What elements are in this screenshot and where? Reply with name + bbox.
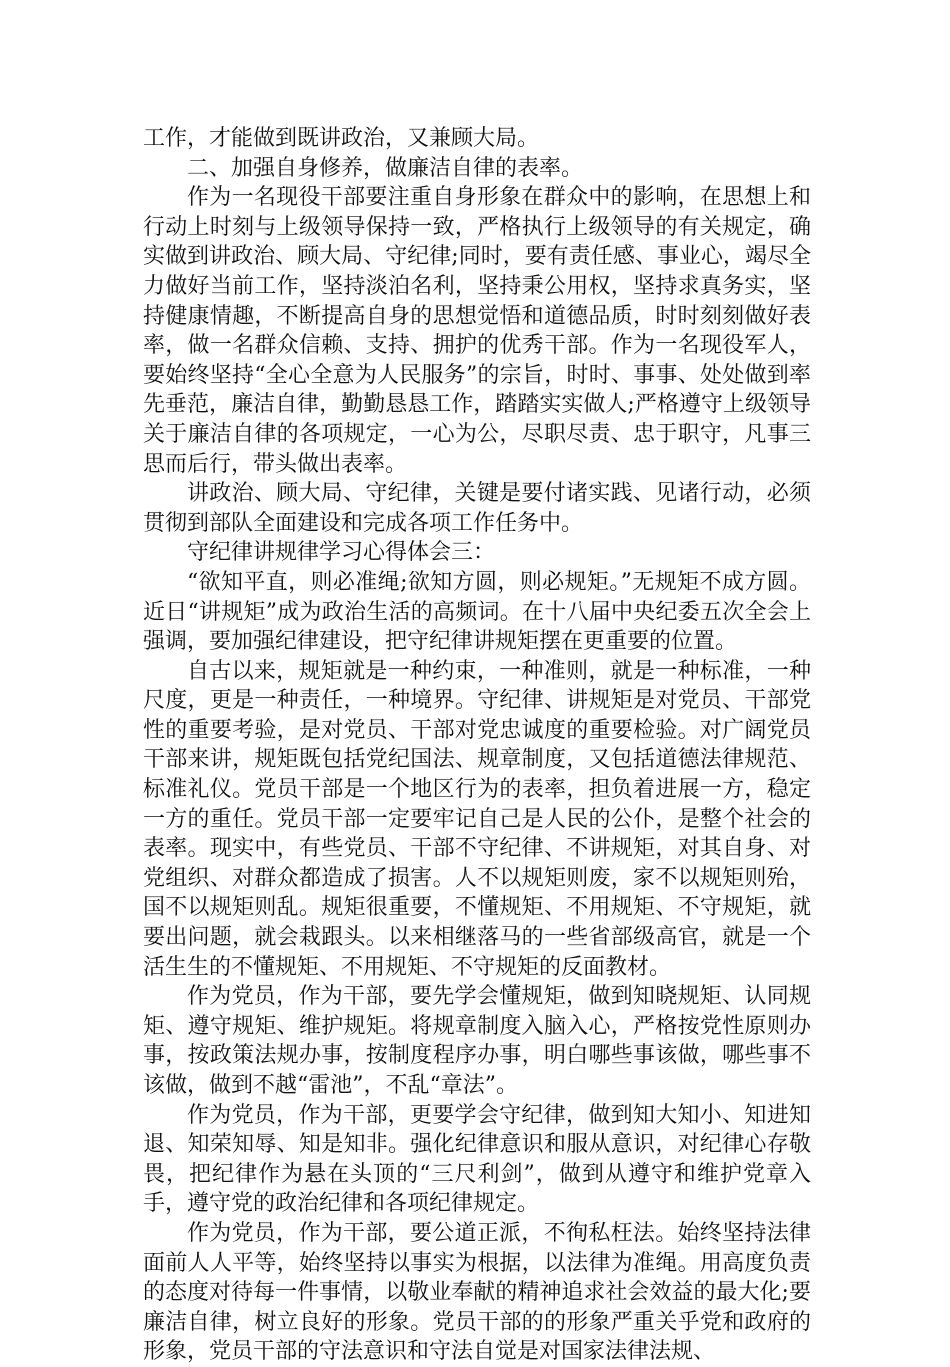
document-page: [143, 124, 811, 1367]
paragraph: 作为党员，作为干部，要先学会懂规矩，做到知晓规矩、认同规矩、遵守规矩、维护规矩。将规章制度入脑入心，严格按党性原则办事，按政策法规办事，按制度程序办事，明白哪些事该做，哪些事不该做，做到不越“雷池”，不乱“章法”。: [143, 984, 811, 1098]
paragraph: 作为党员，作为干部，更要学会守纪律，做到知大知小、知进知退、知荣知辱、知是知非。强化纪律意识和服从意识，对纪律心存敬畏，把纪律作为悬在头顶的“三尺利剑”，做到从遵守和维护党章入手，遵守党的政治纪律和各项纪律规定。: [143, 1102, 811, 1217]
paragraph: “欲知平直，则必准绳;欲知方圆，则必规矩。”无规矩不成方圆。近日“讲规矩”成为政治生活的高频词。在十八届中央纪委五次全会上强调，要加强纪律建设，把守纪律讲规矩摆在更重要的位置。: [143, 569, 811, 655]
paragraph: 作为一名现役干部要注重自身形象在群众中的影响，在思想上和行动上时刻与上级领导保持一致，严格执行上级领导的有关规定，确实做到讲政治、顾大局、守纪律;同时，要有责任感、事业心，竭尽全力做好当前工作，坚持淡泊名利，坚持秉公用权，坚持求真务实，坚持健康情趣，不断提高自身的思想觉悟和道德品质，时时刻刻做好表率，做一名群众信赖、支持、拥护的优秀干部。作为一名现役军人，要始终坚持“全心全意为人民服务”的宗旨，时时、事事、处处做到率先垂范，廉洁自律，勤勤恳恳工作，踏踏实实做人;严格遵守上级领导关于廉洁自律的各项规定，一心为公，尽职尽责、忠于职守，凡事三思而后行，带头做出表率。: [143, 185, 811, 477]
section-heading: 二、加强自身修养，做廉洁自律的表率。: [187, 155, 584, 181]
paragraph: 自古以来，规矩就是一种约束，一种准则，就是一种标准，一种尺度，更是一种责任，一种境界。守纪律、讲规矩是对党员、干部党性的重要考验，是对党员、干部对党忠诚度的重要检验。对广阔党员干部来讲，规矩既包括党纪国法、规章制度，又包括道德法律规范、标准礼仪。党员干部是一个地区行为的表率，担负着进展一方，稳定一方的重任。党员干部一定要牢记自己是人民的公仆，是整个社会的表率。现实中，有些党员、干部不守纪律、不讲规矩，对其自身、对党组织、对群众都造成了损害。人不以规矩则废，家不以规矩则殆，国不以规矩则乱。规矩很重要，不懂规矩、不用规矩、不守规矩，就要出问题，就会栽跟头。以来相继落马的一些省部级高官，就是一个活生生的不懂规矩、不用规矩、不守规矩的反面教材。: [143, 658, 811, 980]
section-heading: 守纪律讲规律学习心得体会三：: [187, 540, 496, 566]
paragraph: 工作，才能做到既讲政治，又兼顾大局。: [143, 126, 540, 151]
paragraph: 作为党员，作为干部，要公道正派，不徇私枉法。始终坚持法律面前人人平等，始终坚持以事实为根据，以法律为准绳。用高度负责的态度对待每一件事情，以敬业奉献的精神追求社会效益的最大化;要廉洁自律，树立良好的形象。党员干部的的形象严重关乎党和政府的形象，党员干部的守法意识和守法自觉是对国家法律法规、: [143, 1220, 811, 1365]
paragraph: 讲政治、顾大局、守纪律，关键是要付诸实践、见诸行动，必须贯彻到部队全面建设和完成各项工作任务中。: [143, 481, 811, 536]
